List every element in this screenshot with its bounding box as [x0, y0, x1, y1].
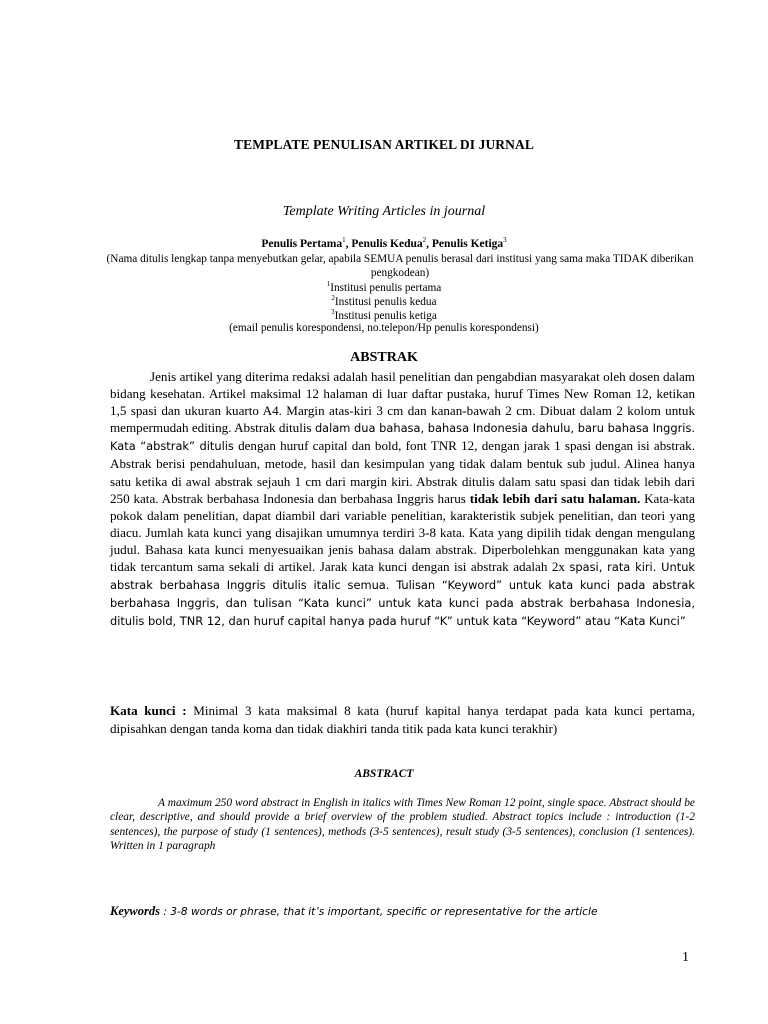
- abstrak-heading: ABSTRAK: [350, 350, 418, 365]
- institution-name: Institusi penulis ketiga: [334, 309, 437, 322]
- abstrak-bold-text: tidak lebih dari satu halaman.: [469, 490, 641, 506]
- institution-line: [0, 280, 768, 294]
- institution-index: 3: [331, 308, 335, 316]
- kata-kunci-label: Kata kunci :: [110, 703, 187, 718]
- author-note: (Nama ditulis lengkap tanpa menyebutkan gelar, apabila SEMUA penulis berasal dari institusi yang sama maka TIDAK diberikan pengkodean): [106, 253, 694, 279]
- abstrak-text: spasi, rata kiri. Untuk abstrak berbahasa Inggris ditulis italic semua. Tulisan “Keyword” untuk kata kunci pada abstrak berbahasa Inggris, dan tulisan “Kata kunci” untuk kata kunci pada abstrak berbahasa Indonesia, ditulis bold, TNR 12, dan huruf capital hanya pada huruf “K” untuk kata “Keyword” atau “Kata Kunci”: [110, 560, 696, 629]
- keywords: [110, 904, 710, 919]
- keywords-text: : 3-8 words or phrase, that it’s important, specific or representative for the article: [160, 906, 598, 918]
- institution-name: Institusi penulis kedua: [334, 295, 437, 308]
- author-first: Penulis Pertama: [261, 237, 343, 250]
- abstrak-text: Kata-kata pokok dalam penelitian, dapat diambil dari variable penelitian, karakteristik subjek penelitian, dan teori yang diacu. Jumlah kata kunci yang disajikan umumnya terdiri 3-8 kata. Kata yang dipilih tidak dengan mengulang judul. Bahasa kata kunci menyesuaikan jenis bahasa dalam abstrak. Diperbolehkan menggunakan kata yang tidak tercantum sama sekali di artikel. Jarak kata kunci dengan isi abstrak adalah 2x: [110, 490, 695, 575]
- author-separator: ,: [426, 237, 432, 250]
- abstrak-text: dengan huruf capital dan bold, font TNR 12, dengan jarak 1 spasi dengan isi abstrak. Abstrak berisi pendahuluan, metode, hasil dan kesimpulan yang tidak dalam bentuk sub judul. Alinea hanya satu ketika di awal abstrak sejauh 1 cm dari margin kiri. Abstrak ditulis dalam satu spasi dan tidak lebih dari 250 kata. Abstrak berbahasa Indonesia dan berbahasa Inggris harus: [110, 438, 695, 506]
- abstrak-text: dalam dua bahasa, bahasa Indonesia dahulu, baru bahasa Inggris. Kata “abstrak” ditulis: [110, 421, 696, 454]
- article-title: TEMPLATE PENULISAN ARTIKEL DI JURNAL: [234, 137, 534, 152]
- kata-kunci: [110, 702, 695, 738]
- author-third-index: 3: [503, 236, 507, 244]
- abstract-body: A maximum 250 word abstract in English in italics with Times New Roman 12 point, single space. Abstract should be clear, descriptive, and should provide a brief overview of the problem studied. Abstract topics include : introduction (1-2 sentences), the purpose of study (1 sentences), methods (3-5 sentences), result study (3-5 sentences), conclusion (1 sentences). Written in 1 paragraph: [110, 797, 695, 852]
- institution-line: [0, 294, 768, 308]
- institution-index: 2: [331, 294, 335, 302]
- contact-info: (email penulis korespondensi, no.telepon/Hp penulis korespondensi): [229, 322, 539, 334]
- author-first-index: 1: [342, 236, 346, 244]
- keywords-label: Keywords: [110, 904, 160, 918]
- author-third: Penulis Ketiga: [431, 237, 504, 250]
- institution-line: [0, 308, 768, 322]
- page-number: 1: [682, 950, 689, 965]
- abstrak-text: Jenis artikel yang diterima redaksi adalah hasil penelitian dan pengabdian masyarakat oleh dosen dalam bidang kesehatan. Artikel maksimal 12 halaman di luar daftar pustaka, huruf Times New Roman 12, ketikan 1,5 spasi dan ukuran kuarto A4. Margin atas-kiri 3 cm dan kanan-bawah 2 cm. Dibuat dalam 2 kolom untuk mempermudah editing. Abstrak ditulis: [110, 369, 695, 436]
- abstrak-body: [110, 368, 695, 630]
- kata-kunci-text: Minimal 3 kata maksimal 8 kata (huruf kapital hanya terdapat pada kata kunci pertama, dipisahkan dengan tanda koma dan tidak diakhiri tanda titik pada kata kunci terakhir): [110, 703, 696, 736]
- author-second: Penulis Kedua: [351, 237, 423, 250]
- institution-name: Institusi penulis pertama: [330, 281, 442, 294]
- author-separator: ,: [345, 237, 352, 250]
- institution-index: 1: [326, 280, 331, 288]
- abstract-heading: ABSTRACT: [354, 768, 414, 780]
- author-list: [0, 236, 768, 250]
- article-subtitle: Template Writing Articles in journal: [282, 204, 486, 219]
- author-second-index: 2: [422, 236, 427, 244]
